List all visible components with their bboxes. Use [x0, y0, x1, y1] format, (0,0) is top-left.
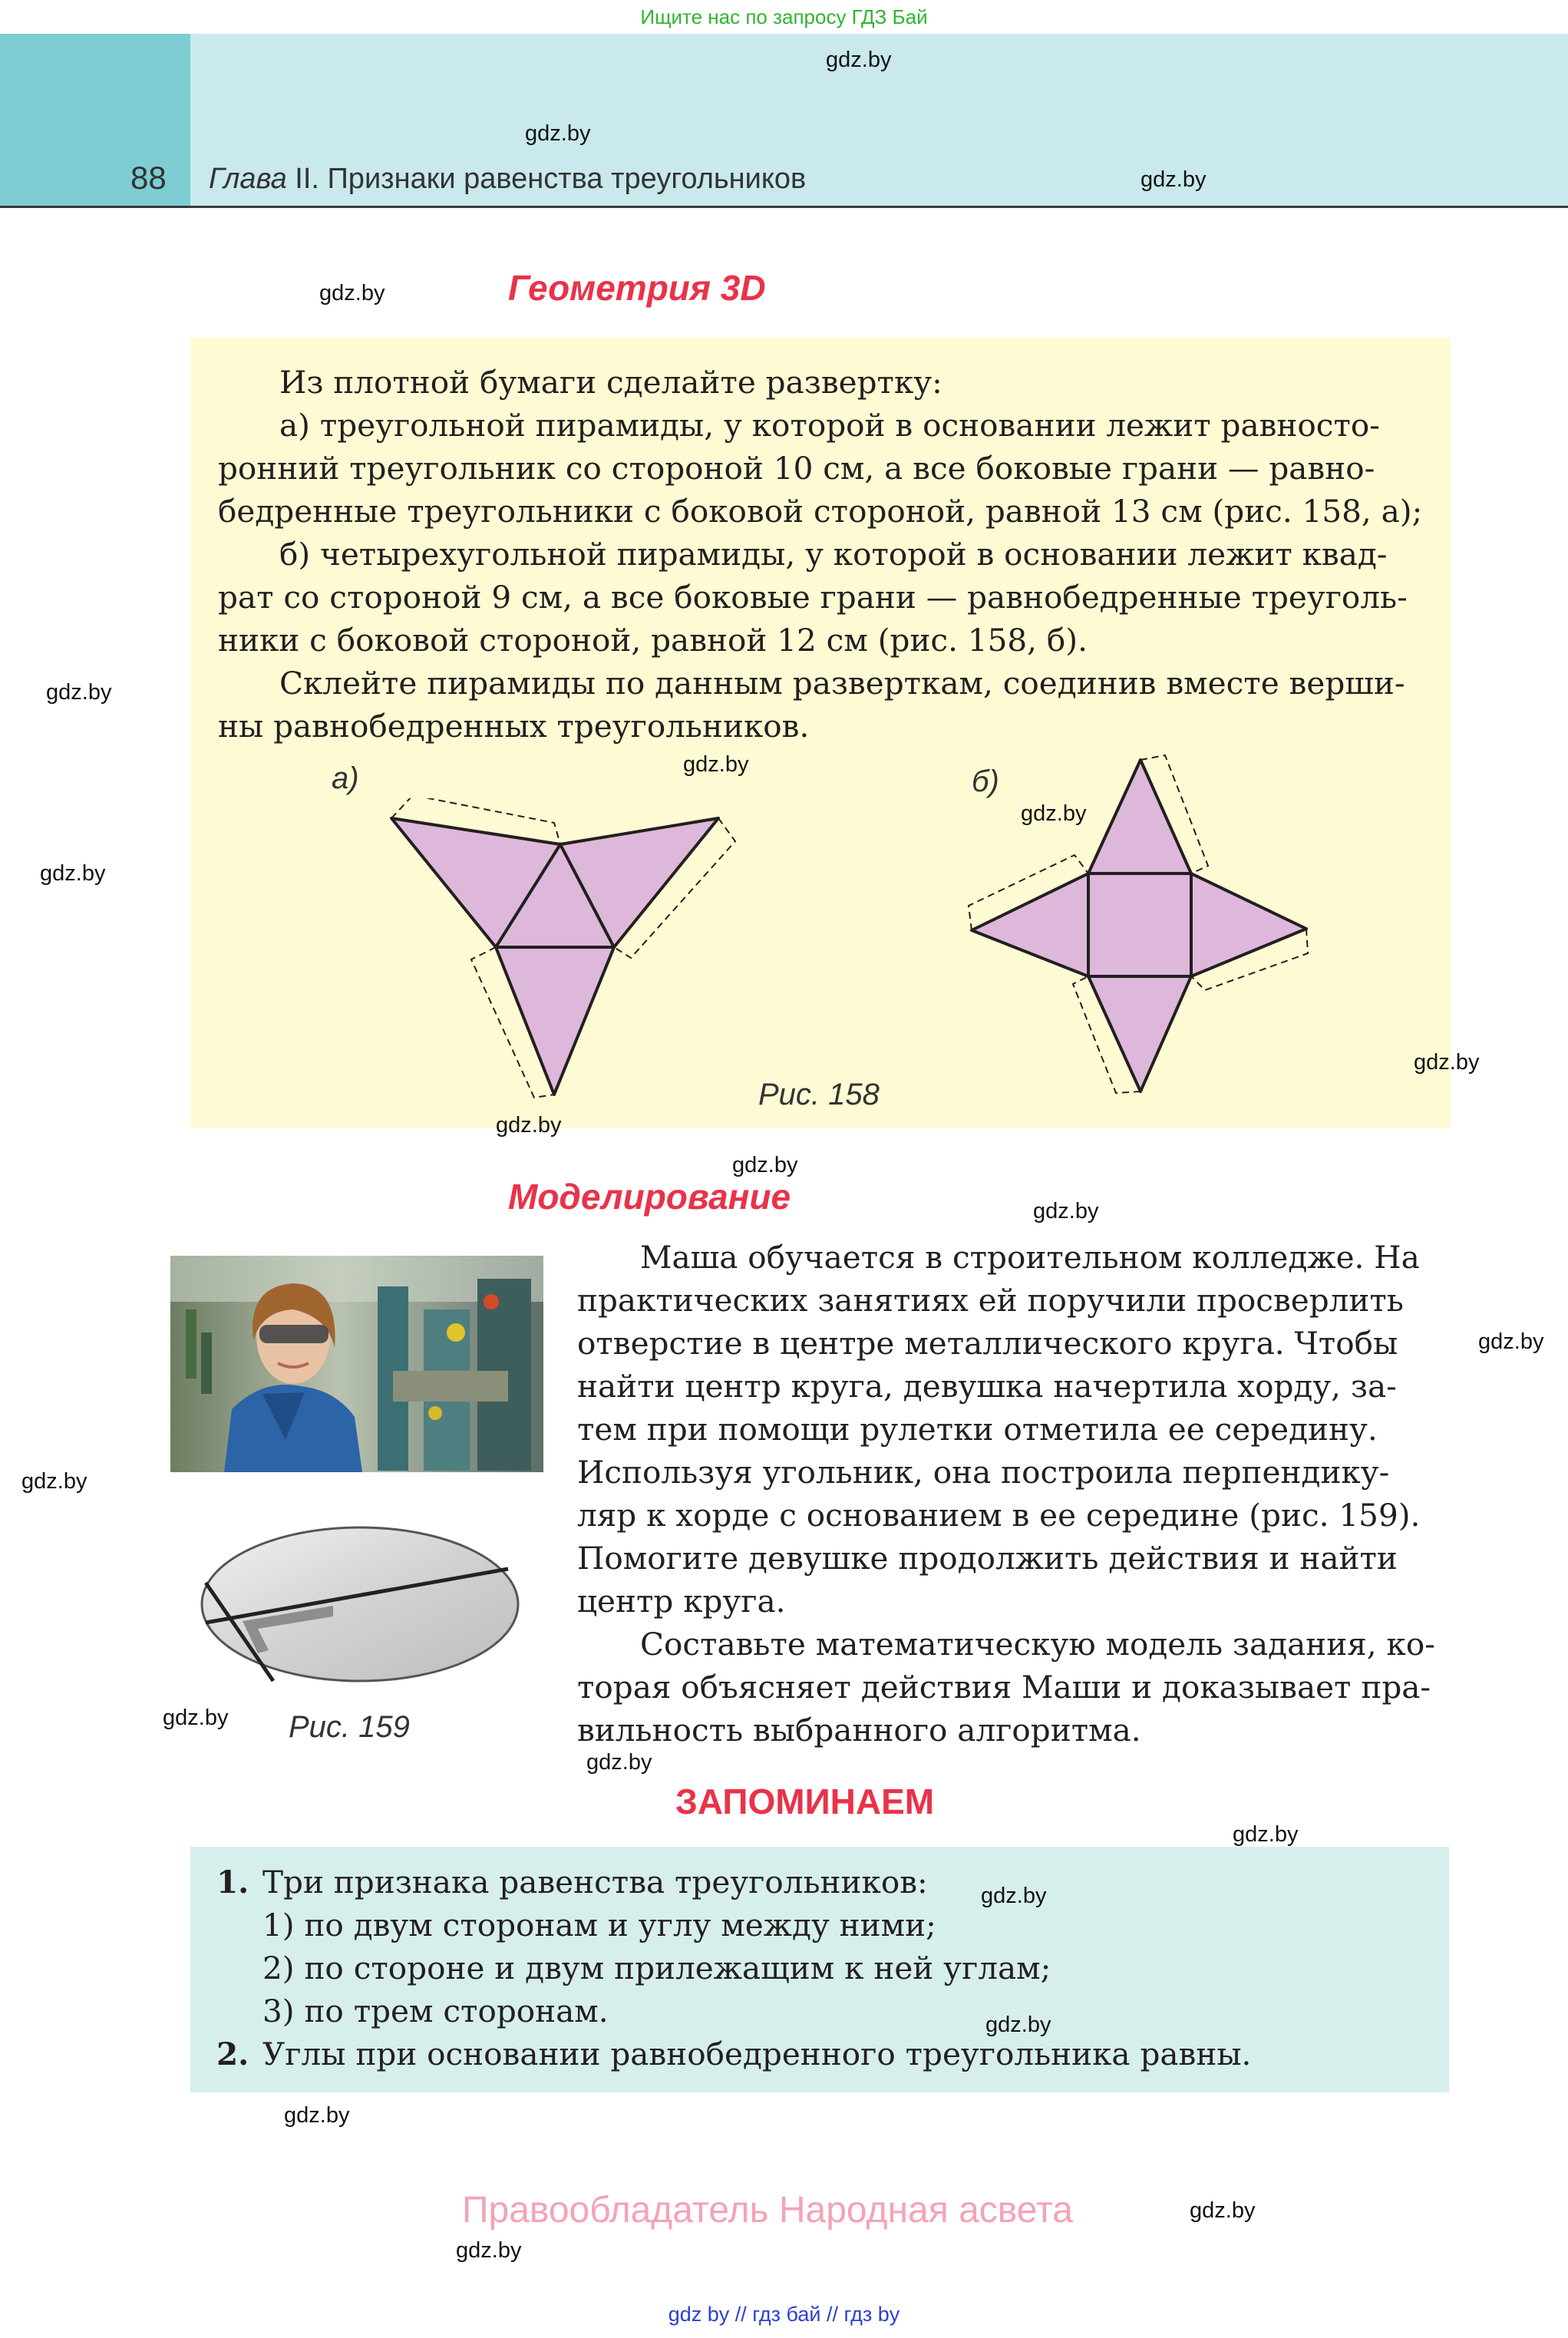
remember-item-number: 2.: [216, 2036, 249, 2072]
student-drilling-photo: [170, 1256, 543, 1472]
watermark: gdz.by: [1190, 2198, 1256, 2223]
modeling-text-line: Составьте математическую модель задания, ко-: [640, 1626, 1435, 1663]
figure-158-caption: Рис. 158: [758, 1078, 880, 1111]
watermark: gdz.by: [985, 2013, 1051, 2037]
figure-b-label: б): [972, 764, 999, 798]
watermark: gdz.by: [683, 752, 749, 777]
watermark: gdz.by: [1141, 167, 1207, 192]
modeling-text-line: практических занятиях ей поручили просверлить: [577, 1282, 1404, 1319]
section-title-geometry-3d: Геометрия 3D: [508, 268, 766, 308]
net-side-face: [1191, 873, 1306, 976]
chapter-word: Глава: [209, 163, 287, 195]
modeling-text-line: отверстие в центре металлического круга. Чтобы: [577, 1325, 1398, 1362]
task-text-line: ронний треугольник со стороной 10 см, а все боковые грани — равно-: [218, 450, 1375, 487]
watermark: gdz.by: [732, 1153, 798, 1177]
task-text-line: Склейте пирамиды по данным разверткам, соединив вместе верши-: [279, 665, 1405, 702]
watermark: gdz.by: [1021, 801, 1087, 826]
watermark: gdz.by: [1233, 1822, 1299, 1847]
modeling-text-line: Помогите девушке продолжить действия и найти: [577, 1540, 1398, 1577]
net-side-face: [496, 947, 614, 1095]
figure-a-label: а): [332, 761, 359, 795]
top-banner[interactable]: Ищите нас по запросу ГДЗ Бай: [640, 5, 928, 28]
page-number: 88: [130, 160, 167, 196]
modeling-text-line: найти центр круга, девушка начертила хорду, за-: [577, 1368, 1397, 1405]
modeling-text-line: Используя угольник, она построила перпендику-: [577, 1454, 1390, 1491]
remember-subitem: 2) по стороне и двум прилежащим к ней углам;: [262, 1950, 1051, 1986]
modeling-text-line: Маша обучается в строительном колледже. На: [640, 1239, 1420, 1276]
net-side-face: [1088, 760, 1191, 873]
task-text-line: бедренные треугольники с боковой стороной, равной 13 см (рис. 158, а);: [218, 493, 1423, 530]
watermark: gdz.by: [1478, 1329, 1544, 1354]
figure-159-caption: Рис. 159: [289, 1710, 410, 1744]
bottom-links[interactable]: gdz by // гдз бай // гдз by: [668, 2303, 900, 2326]
watermark: gdz.by: [826, 48, 892, 72]
header-rule: [0, 206, 1568, 208]
quadrilateral-pyramid-net: [959, 752, 1320, 1098]
remember-title: ЗАПОМИНАЕМ: [675, 1782, 935, 1821]
remember-subitem: 1) по двум сторонам и углу между ними;: [262, 1907, 936, 1943]
section-title-modeling: Моделирование: [508, 1177, 791, 1217]
watermark: gdz.by: [496, 1113, 562, 1138]
task-text-line: а) треугольной пирамиды, у которой в основании лежит равносто-: [279, 407, 1380, 444]
net-base-square: [1088, 873, 1191, 976]
net-side-face: [1088, 976, 1191, 1091]
modeling-text-line: вильность выбранного алгоритма.: [577, 1712, 1141, 1749]
watermark: gdz.by: [981, 1884, 1047, 1908]
watermark: gdz.by: [163, 1706, 229, 1730]
modeling-text-line: ляр к хорде с основанием в ее середине (рис. 159).: [577, 1497, 1421, 1534]
task-text-line: Из плотной бумаги сделайте развертку:: [279, 364, 942, 401]
chapter-name: II. Признаки равенства треугольников: [286, 163, 807, 195]
watermark: gdz.by: [284, 2103, 350, 2128]
modeling-text-line: тем при помощи рулетки отметила ее середину.: [577, 1411, 1378, 1448]
modeling-text-line: торая объясняет действия Маши и доказывает пра-: [577, 1669, 1431, 1706]
task-text-line: ны равнобедренных треугольников.: [218, 708, 810, 745]
watermark: gdz.by: [1414, 1050, 1480, 1075]
remember-subitem: 3) по трем сторонам.: [262, 1993, 609, 2029]
modeling-text-line: центр круга.: [577, 1583, 786, 1620]
metal-circle-figure: [195, 1520, 533, 1689]
remember-item: Три признака равенства треугольников:: [262, 1864, 928, 1900]
remember-item-number: 1.: [216, 1864, 249, 1900]
watermark: gdz.by: [456, 2238, 522, 2263]
chapter-title: [209, 163, 806, 196]
task-text-line: рат со стороной 9 см, а все боковые грани — равнобедренные треуголь-: [218, 579, 1408, 616]
photo-illustration: [170, 1256, 543, 1472]
watermark: gdz.by: [21, 1469, 87, 1494]
task-text-line: б) четырехугольной пирамиды, у которой в основании лежит квад-: [279, 536, 1388, 573]
metal-disc: [202, 1527, 518, 1681]
watermark: gdz.by: [525, 121, 591, 146]
remember-item: Углы при основании равнобедренного треугольника равны.: [262, 2036, 1252, 2072]
watermark: gdz.by: [1033, 1199, 1099, 1223]
net-side-face: [972, 873, 1088, 976]
watermark: gdz.by: [46, 680, 112, 705]
task-text-line: ники с боковой стороной, равной 12 см (рис. 158, б).: [218, 622, 1088, 659]
watermark: gdz.by: [586, 1750, 652, 1775]
watermark: gdz.by: [40, 861, 106, 886]
copyright-notice: Правообладатель Народная асвета: [462, 2190, 1073, 2231]
triangular-pyramid-net: [376, 798, 760, 1105]
watermark: gdz.by: [319, 281, 385, 305]
